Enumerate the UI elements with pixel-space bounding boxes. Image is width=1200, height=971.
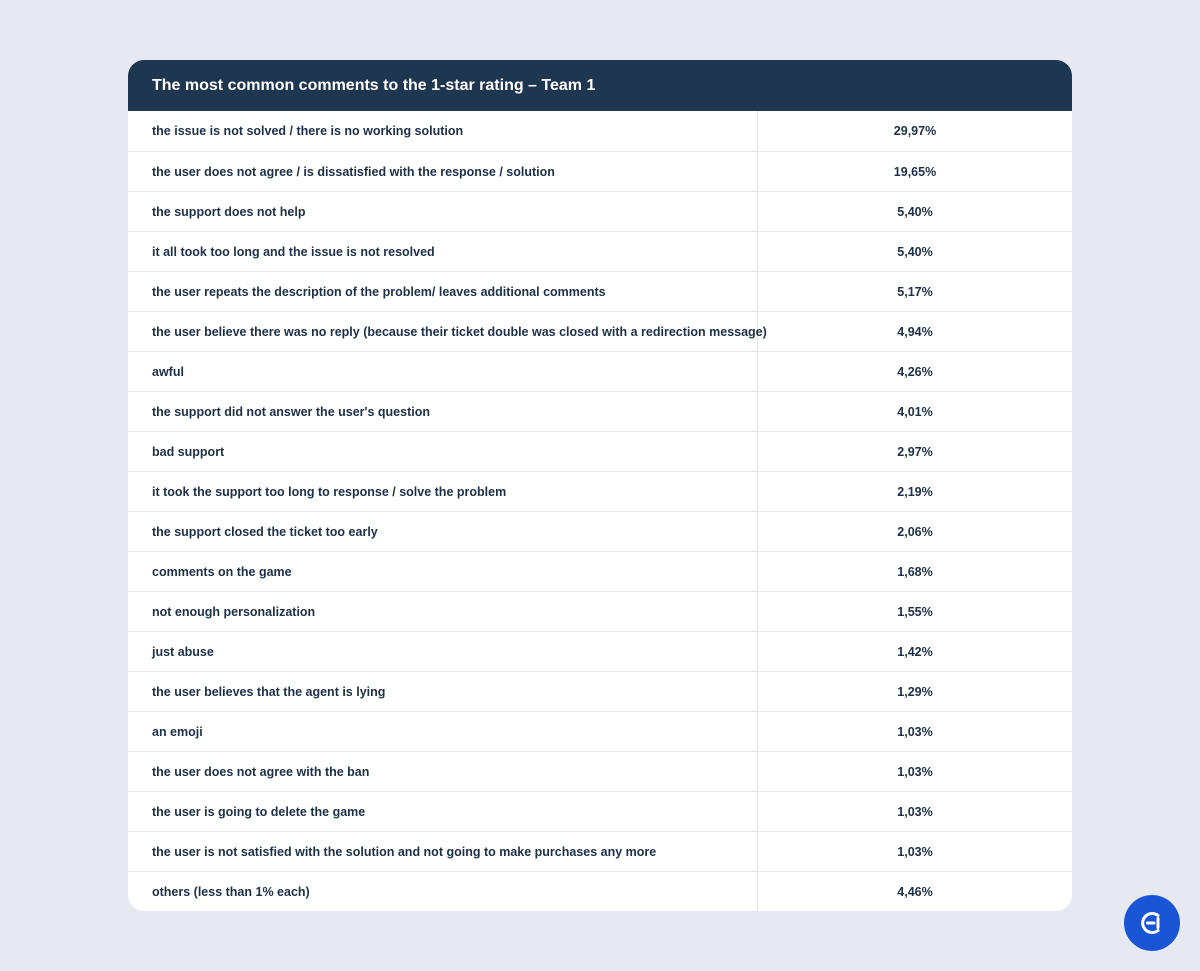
comment-percentage: 19,65% [893, 164, 937, 179]
comment-percentage: 1,42% [897, 644, 933, 659]
comment-percentage: 2,06% [897, 524, 933, 539]
table-row [128, 751, 1072, 791]
table-row [128, 111, 1072, 151]
comment-percentage: 29,97% [893, 124, 937, 138]
comment-label: the support closed the ticket too early [128, 512, 758, 551]
comment-percentage: 5,40% [897, 204, 933, 219]
comments-table [128, 111, 1072, 911]
comment-percentage: 1,03% [897, 844, 933, 859]
brand-logo-icon [1138, 909, 1166, 937]
comment-percentage: 4,94% [897, 324, 933, 339]
table-row [128, 551, 1072, 591]
comment-label: the user is going to delete the game [128, 792, 758, 831]
comment-percentage: 1,29% [897, 684, 933, 699]
comments-table-card [128, 60, 1072, 911]
comment-percentage: 1,03% [897, 724, 933, 739]
table-row [128, 231, 1072, 271]
comment-label: it took the support too long to response / solve the problem [128, 472, 758, 511]
comment-label: the user is not satisfied with the solution and not going to make purchases any more [128, 832, 758, 871]
comment-percentage: 2,19% [897, 484, 933, 499]
comment-label: the support did not answer the user's question [128, 392, 758, 431]
table-row [128, 831, 1072, 871]
comment-label: not enough personalization [128, 592, 758, 631]
comment-label: the user does not agree with the ban [128, 752, 758, 791]
comment-percentage: 1,68% [897, 564, 933, 579]
comment-percentage: 4,01% [897, 404, 933, 419]
table-title: The most common comments to the 1-star rating – Team 1 [128, 60, 1072, 111]
comment-label: the user repeats the description of the problem/ leaves additional comments [128, 272, 758, 311]
comment-label: comments on the game [128, 552, 758, 591]
table-row [128, 711, 1072, 751]
table-row [128, 791, 1072, 831]
table-row [128, 871, 1072, 911]
comment-percentage: 4,26% [897, 364, 933, 379]
comment-label: just abuse [128, 632, 758, 671]
table-row [128, 271, 1072, 311]
comment-label: the user believe there was no reply (because their ticket double was closed with a redirection message) [128, 312, 758, 351]
comment-label: an emoji [128, 712, 758, 751]
table-row [128, 591, 1072, 631]
table-row [128, 151, 1072, 191]
table-row [128, 311, 1072, 351]
table-row [128, 431, 1072, 471]
comment-percentage: 5,40% [897, 244, 933, 259]
comment-label: the issue is not solved / there is no working solution [128, 111, 758, 151]
table-row [128, 631, 1072, 671]
brand-logo-button[interactable] [1124, 895, 1180, 951]
comment-percentage: 2,97% [897, 444, 933, 459]
comment-label: the support does not help [128, 192, 758, 231]
comment-label: bad support [128, 432, 758, 471]
table-row [128, 391, 1072, 431]
comment-label: the user believes that the agent is lying [128, 672, 758, 711]
table-row [128, 191, 1072, 231]
comment-label: the user does not agree / is dissatisfied with the response / solution [128, 152, 758, 191]
comment-label: awful [128, 352, 758, 391]
table-row [128, 511, 1072, 551]
comment-percentage: 5,17% [897, 284, 933, 299]
table-row [128, 351, 1072, 391]
comment-percentage: 1,03% [897, 804, 933, 819]
comment-label: it all took too long and the issue is not resolved [128, 232, 758, 271]
comment-percentage: 1,03% [897, 764, 933, 779]
comment-percentage: 1,55% [897, 604, 933, 619]
table-row [128, 671, 1072, 711]
comment-percentage: 4,46% [897, 884, 933, 899]
comment-label: others (less than 1% each) [128, 872, 758, 911]
table-row [128, 471, 1072, 511]
